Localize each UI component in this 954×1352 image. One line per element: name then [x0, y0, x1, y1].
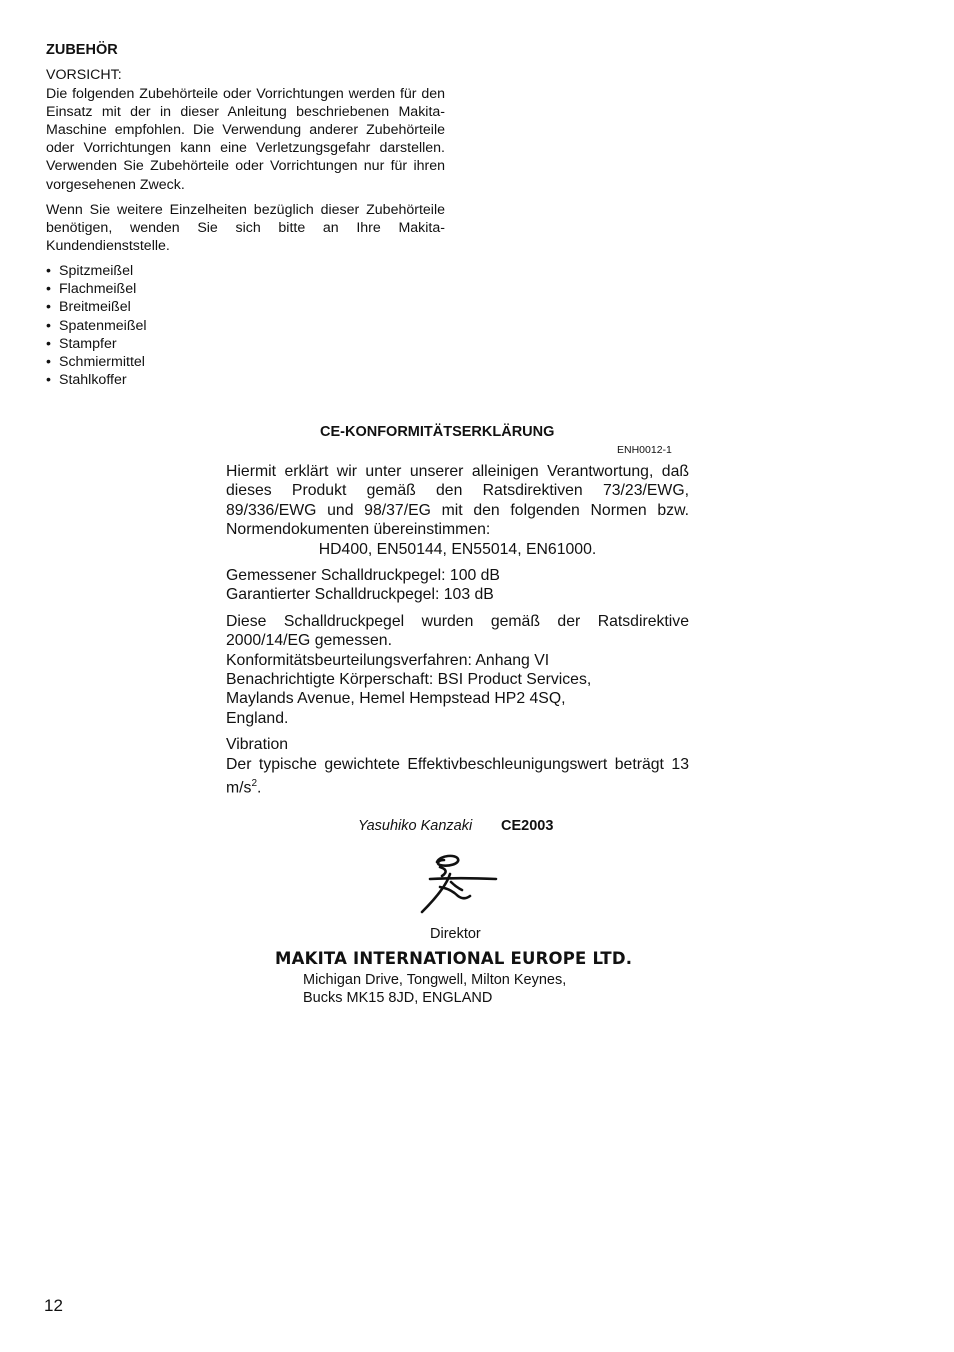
sound-guaranteed: Garantierter Schalldruckpegel: 103 dB [226, 586, 494, 604]
page-number: 12 [44, 1296, 63, 1315]
list-item: • Schmiermittel [46, 353, 145, 370]
notified-body-line1: Benachrichtigte Körperschaft: BSI Product Services, [226, 671, 592, 689]
accessories-heading: ZUBEHÖR [46, 42, 118, 58]
vibration-text: Der typische gewichtete Effektivbeschleunigungswert beträgt 13 $m/s^2$. [226, 755, 689, 797]
accessories-info-text: Wenn Sie weitere Einzelheiten bezüglich dieser Zubehörteile benötigen, wenden Sie sich bitte an Ihre Makita-Kundendienststelle. [46, 201, 445, 254]
bullet-icon: • [46, 353, 51, 370]
list-item: • Spitzmeißel [46, 263, 134, 279]
vibration-exponent: 2 [251, 778, 258, 790]
declaration-title: CE-KONFORMITÄTSERKLÄRUNG [320, 424, 555, 440]
signatory-role: Direktor [430, 926, 481, 942]
notified-body-line2: Maylands Avenue, Hemel Hempstead HP2 4SQ, [226, 690, 566, 708]
bullet-icon: • [46, 317, 51, 334]
caution-label: VORSICHT: [46, 67, 122, 83]
company-address [303, 972, 566, 1007]
handwritten-signature [418, 852, 500, 916]
list-item: • Spatenmeißel [46, 317, 147, 334]
bullet-icon: • [46, 372, 51, 389]
bullet-icon: • [46, 335, 51, 352]
declaration-ref-code: ENH0012-1 [617, 444, 672, 456]
bullet-icon: • [46, 281, 51, 298]
conformity-procedure: Konformitätsbeurteilungsverfahren: Anhang VI [226, 651, 550, 669]
signatory-name: Yasuhiko Kanzaki [358, 818, 473, 834]
company-name: MAKITA INTERNATIONAL EUROPE LTD. [275, 949, 633, 968]
declaration-code: CE2003 [501, 818, 554, 834]
list-item: • Stahlkoffer [46, 372, 127, 389]
sound-note: Diese Schalldruckpegel wurden gemäß der Ratsdirektive 2000/14/EG gemessen. [226, 612, 689, 650]
declaration-intro: Hiermit erklärt wir unter unserer alleinigen Verantwortung, daß dieses Produkt gemäß den Ratsdirektiven 73/23/EWG, 89/336/EWG und 98/37/EG mit den folgenden Normen bzw. Normendokumenten übereinstimmen: [226, 463, 689, 539]
notified-body-line3: England. [226, 709, 289, 727]
bullet-icon: • [46, 299, 51, 316]
list-item: • Stampfer [46, 335, 117, 352]
declaration-standards: HD400, EN50144, EN55014, EN61000. [318, 540, 597, 558]
accessories-list [46, 262, 445, 389]
list-item: • Flachmeißel [46, 281, 137, 298]
vibration-label: Vibration [226, 736, 289, 754]
address-line1: Michigan Drive, Tongwell, Milton Keynes, [303, 972, 567, 988]
declaration-body [226, 462, 689, 798]
sound-measured: Gemessener Schalldruckpegel: 100 dB [226, 567, 500, 585]
address-line2: Bucks MK15 8JD, ENGLAND [303, 989, 493, 1006]
bullet-icon: • [46, 263, 51, 279]
list-item: • Breitmeißel [46, 299, 131, 316]
caution-text: Die folgenden Zubehörteile oder Vorrichtungen werden für den Einsatz mit der in dieser Anleitung beschriebenen Makita-Maschine empfohlen. Die Verwendung anderer Zubehörteile oder Vorrichtungen kann eine Verletzungsgefahr darstellen. Verwenden Sie Zubehörteile oder Vorrichtungen nur für ihren vorgesehenen Zweck. [46, 85, 445, 193]
